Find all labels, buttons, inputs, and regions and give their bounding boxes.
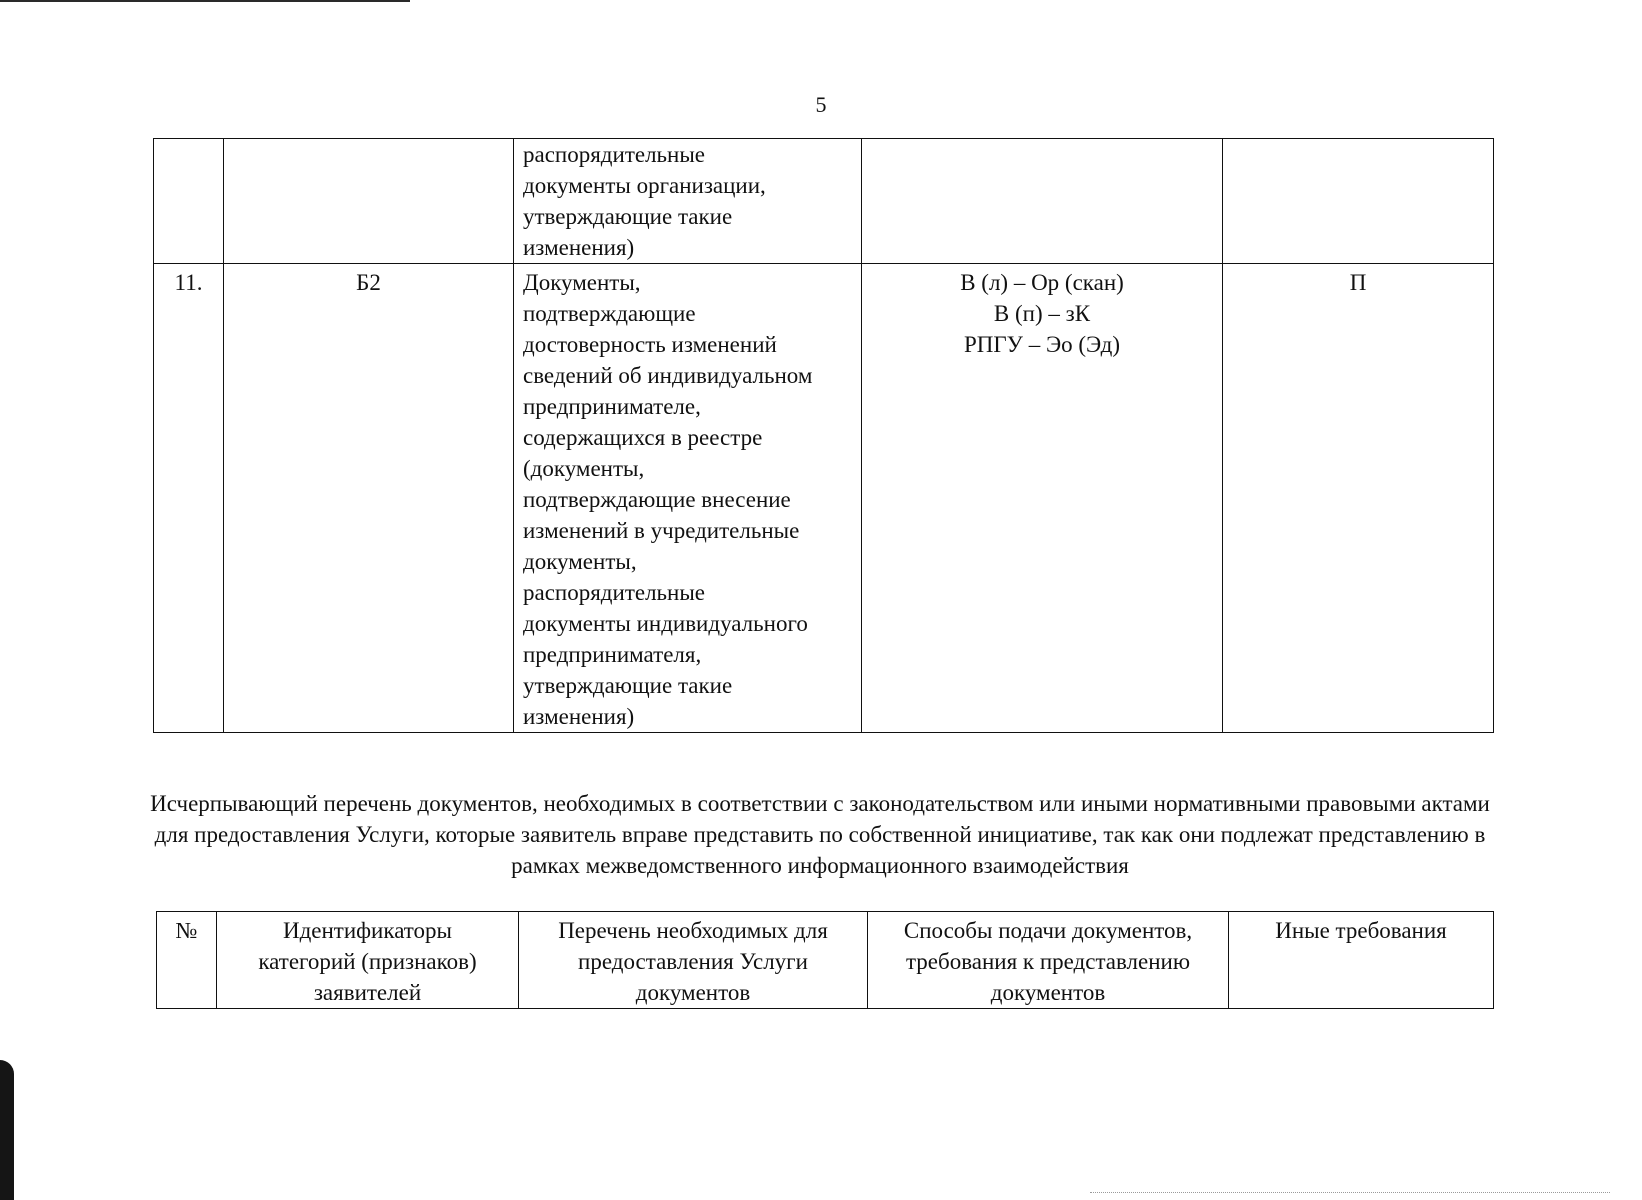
- scan-edge-bottom: [1090, 1192, 1610, 1194]
- section-caption: Исчерпывающий перечень документов, необходимых в соответствии с законодательством или иными нормативными правовыми актами для предоставления Услуги, которые заявитель вправе представить по собственной инициативе, так как они подлежат представлению в рамках межведомственного информационного взаимодействия: [150, 791, 1490, 878]
- initiative-documents-table: [156, 911, 1494, 1009]
- table-row: [154, 264, 1494, 733]
- scan-edge-left: [0, 1060, 14, 1200]
- header-submission: Способы подачи документов, требования к представлению документов: [868, 912, 1229, 1009]
- other-requirements-cell: [1223, 139, 1494, 264]
- row-number-cell: 11.: [154, 264, 224, 733]
- identifier-cell: [224, 139, 514, 264]
- table-header-row: [157, 912, 1494, 1009]
- documents-cell: Документы, подтверждающие достоверность изменений сведений об индивидуальном предпринимателе, содержащихся в реестре (документы, подтверждающие внесение изменений в учредительные документы, распорядительные документы индивидуального предпринимателя, утверждающие такие изменения): [514, 264, 862, 733]
- header-number: №: [157, 912, 217, 1009]
- submission-cell: [862, 139, 1223, 264]
- other-requirements-cell: П: [1223, 264, 1494, 733]
- scan-edge-top: [0, 0, 410, 2]
- row-number-cell: [154, 139, 224, 264]
- header-documents: Перечень необходимых для предоставления Услуги документов: [519, 912, 868, 1009]
- identifier-cell: Б2: [224, 264, 514, 733]
- header-identifiers: Идентификаторы категорий (признаков) заявителей: [217, 912, 519, 1009]
- documents-table-continued: [153, 138, 1494, 733]
- page-number: 5: [815, 92, 827, 117]
- documents-cell: распорядительные документы организации, утверждающие такие изменения): [514, 139, 862, 264]
- header-other-requirements: Иные требования: [1229, 912, 1494, 1009]
- submission-cell: В (л) – Ор (скан) В (п) – зК РПГУ – Эо (Эд): [862, 264, 1223, 733]
- table-row: [154, 139, 1494, 264]
